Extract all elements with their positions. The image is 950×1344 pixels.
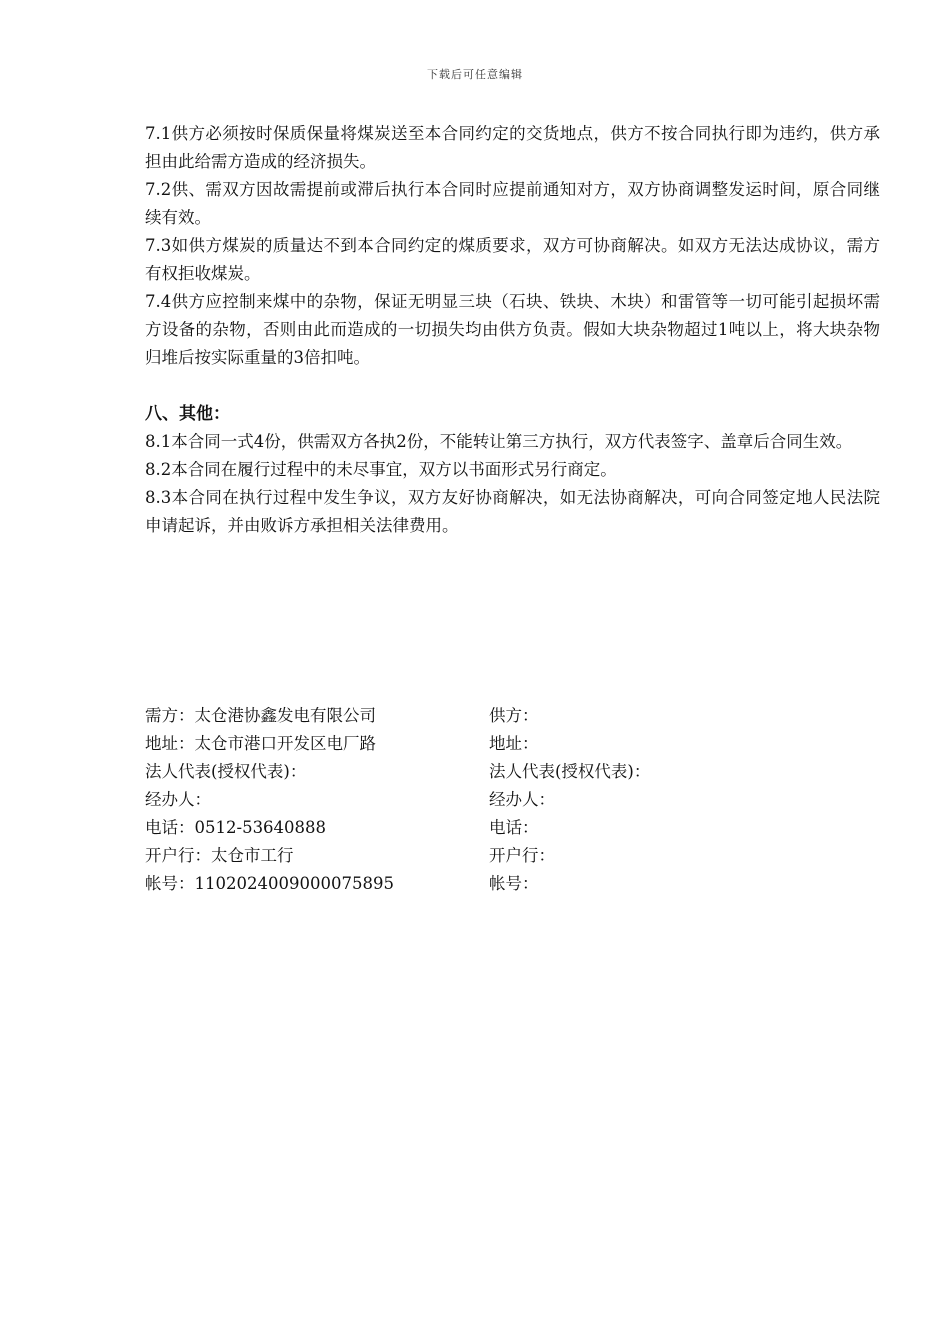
buyer-legal-rep: 法人代表(授权代表)： (145, 762, 307, 781)
supplier-bank: 开户行： (489, 846, 555, 865)
section-gap (145, 372, 880, 400)
buyer-name: 需方：太仓港协鑫发电有限公司 (145, 706, 376, 725)
signature-row (145, 702, 880, 730)
supplier-address: 地址： (489, 734, 539, 753)
clause-7-3: 7.3如供方煤炭的质量达不到本合同约定的煤质要求，双方可协商解决。如双方无法达成协议，需方有权拒收煤炭。 (145, 236, 880, 283)
contract-body (145, 120, 880, 540)
supplier-phone: 电话： (489, 818, 539, 837)
clause-8-2: 8.2本合同在履行过程中的未尽事宜，双方以书面形式另行商定。 (145, 460, 617, 479)
buyer-handler: 经办人： (145, 790, 211, 809)
clause-7-4: 7.4供方应控制来煤中的杂物，保证无明显三块（石块、铁块、木块）和雷管等一切可能引起损坏需方设备的杂物，否则由此而造成的一切损失均由供方负责。假如大块杂物超过1吨以上，将大块杂物归堆后按实际重量的3倍扣吨。 (145, 292, 880, 367)
clause-8-1: 8.1本合同一式4份，供需双方各执2份，不能转让第三方执行，双方代表签字、盖章后合同生效。 (145, 432, 853, 451)
supplier-handler: 经办人： (489, 790, 555, 809)
header-note: 下载后可任意编辑 (427, 68, 523, 81)
clause-7-2: 7.2供、需双方因故需提前或滞后执行本合同时应提前通知对方，双方协商调整发运时间，原合同继续有效。 (145, 180, 880, 227)
signature-row (145, 870, 880, 898)
signature-block (145, 702, 880, 898)
clause-8-3: 8.3本合同在执行过程中发生争议，双方友好协商解决，如无法协商解决，可向合同签定地人民法院申请起诉，并由败诉方承担相关法律费用。 (145, 488, 880, 535)
supplier-name: 供方： (489, 706, 539, 725)
signature-row (145, 730, 880, 758)
signature-row (145, 842, 880, 870)
buyer-address: 地址：太仓市港口开发区电厂路 (145, 734, 376, 753)
supplier-account: 帐号： (489, 874, 539, 893)
signature-row (145, 814, 880, 842)
buyer-account: 帐号：1102024009000075895 (145, 874, 394, 893)
buyer-bank: 开户行：太仓市工行 (145, 846, 294, 865)
supplier-legal-rep: 法人代表(授权代表)： (489, 762, 651, 781)
buyer-phone: 电话：0512-53640888 (145, 818, 327, 837)
signature-row (145, 786, 880, 814)
section-8-heading: 八、其他： (145, 404, 230, 424)
signature-row (145, 758, 880, 786)
clause-7-1: 7.1供方必须按时保质保量将煤炭送至本合同约定的交货地点，供方不按合同执行即为违约，供方承担由此给需方造成的经济损失。 (145, 124, 880, 171)
